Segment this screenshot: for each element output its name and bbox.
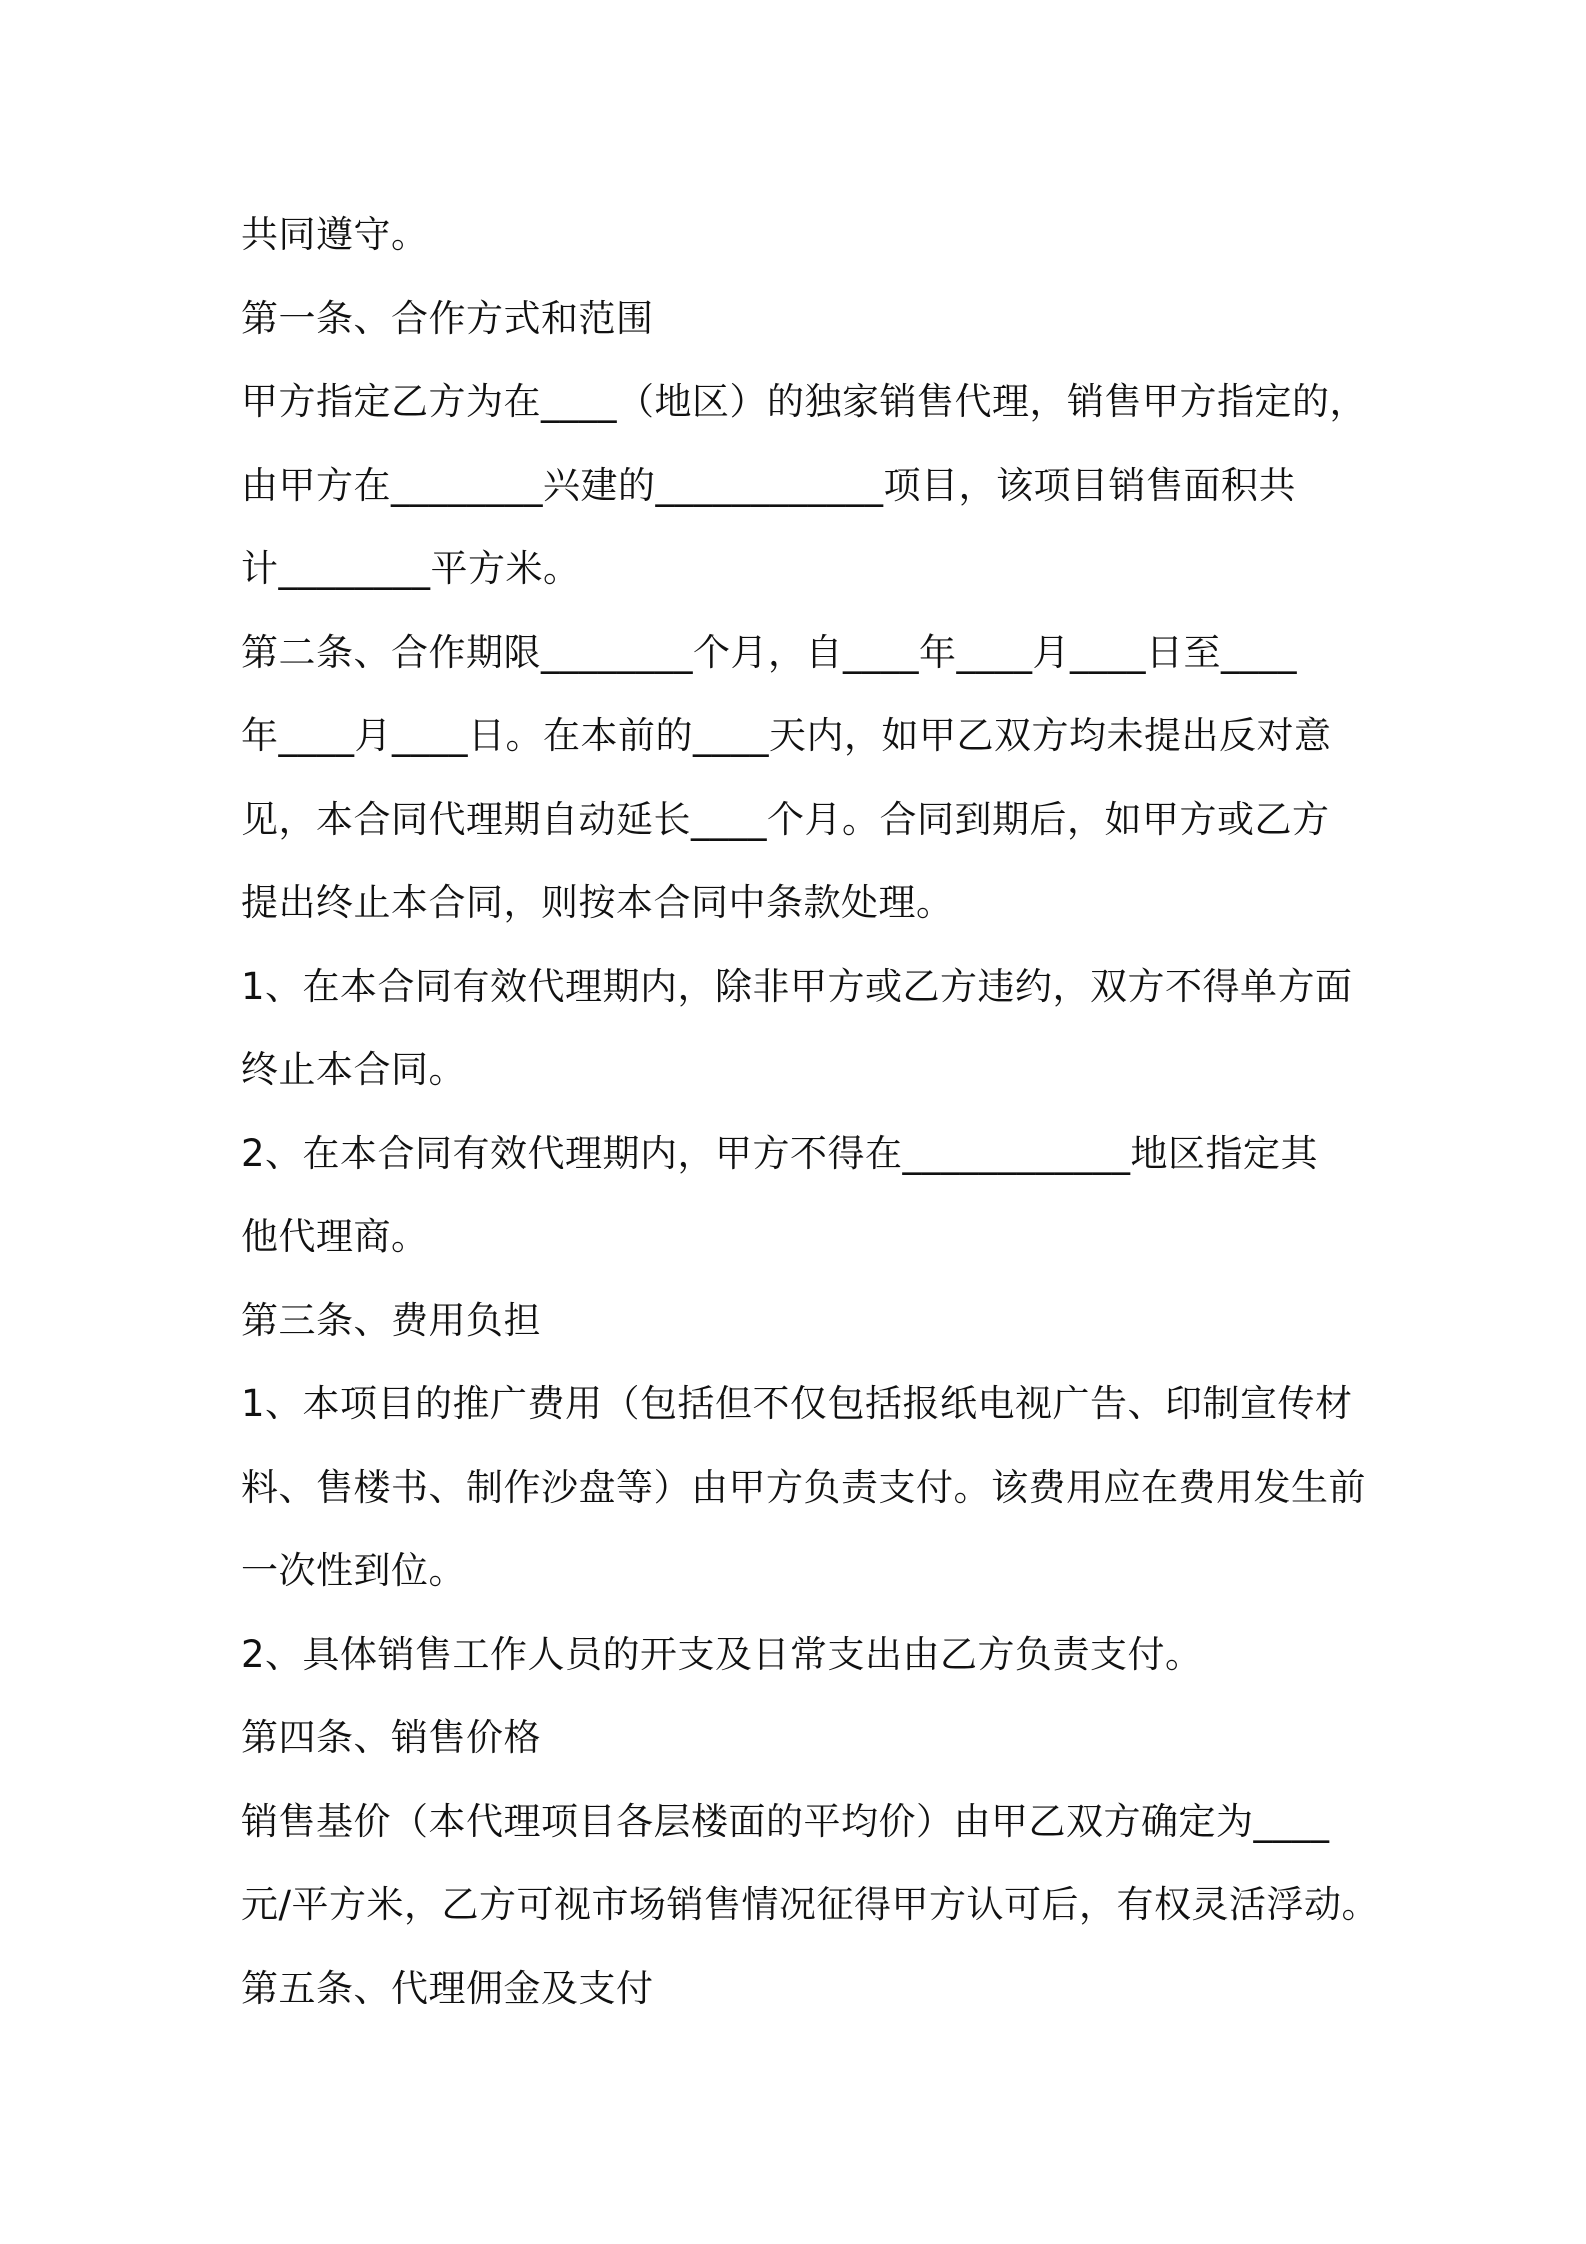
text-line: 料、售楼书、制作沙盘等）由甲方负责支付。该费用应在费用发生前 [241, 1465, 1366, 1509]
text-line: 1、在本合同有效代理期内，除非甲方或乙方违约，双方不得单方面 [241, 964, 1353, 1008]
text-line: 见，本合同代理期自动延长____个月。合同到期后，如甲方或乙方 [241, 797, 1330, 841]
contract-body [241, 193, 1379, 2030]
section-heading: 第五条、代理佣金及支付 [241, 1966, 654, 2010]
section-heading: 第一条、合作方式和范围 [241, 296, 654, 340]
text-line: 年____月____日。在本前的____天内，如甲乙双方均未提出反对意 [241, 714, 1332, 757]
text-line: 1、本项目的推广费用（包括但不仅包括报纸电视广告、印制宣传材 [241, 1382, 1353, 1425]
text-line: 一次性到位。 [241, 1549, 466, 1592]
text-line: 元/平方米，乙方可视市场销售情况征得甲方认可后，有权灵活浮动。 [241, 1883, 1379, 1926]
text-line: 提出终止本合同，则按本合同中条款处理。 [241, 881, 954, 924]
text-line: 计________平方米。 [241, 547, 581, 590]
text-line: 2、在本合同有效代理期内，甲方不得在____________地区指定其 [241, 1131, 1319, 1175]
text-line: 2、具体销售工作人员的开支及日常支出由乙方负责支付。 [241, 1632, 1203, 1676]
text-line: 终止本合同。 [241, 1048, 466, 1091]
section-heading: 第二条、合作期限________个月，自____年____月____日至____ [241, 630, 1297, 674]
section-heading: 第四条、销售价格 [241, 1716, 541, 1759]
text-line: 共同遵守。 [241, 213, 429, 256]
section-heading: 第三条、费用负担 [241, 1298, 541, 1342]
text-line: 由甲方在________兴建的____________项目，该项目销售面积共 [241, 463, 1296, 507]
text-line: 他代理商。 [241, 1215, 429, 1258]
text-line: 甲方指定乙方为在____（地区）的独家销售代理，销售甲方指定的， [241, 380, 1367, 423]
text-line: 销售基价（本代理项目各层楼面的平均价）由甲乙双方确定为____ [241, 1799, 1330, 1843]
